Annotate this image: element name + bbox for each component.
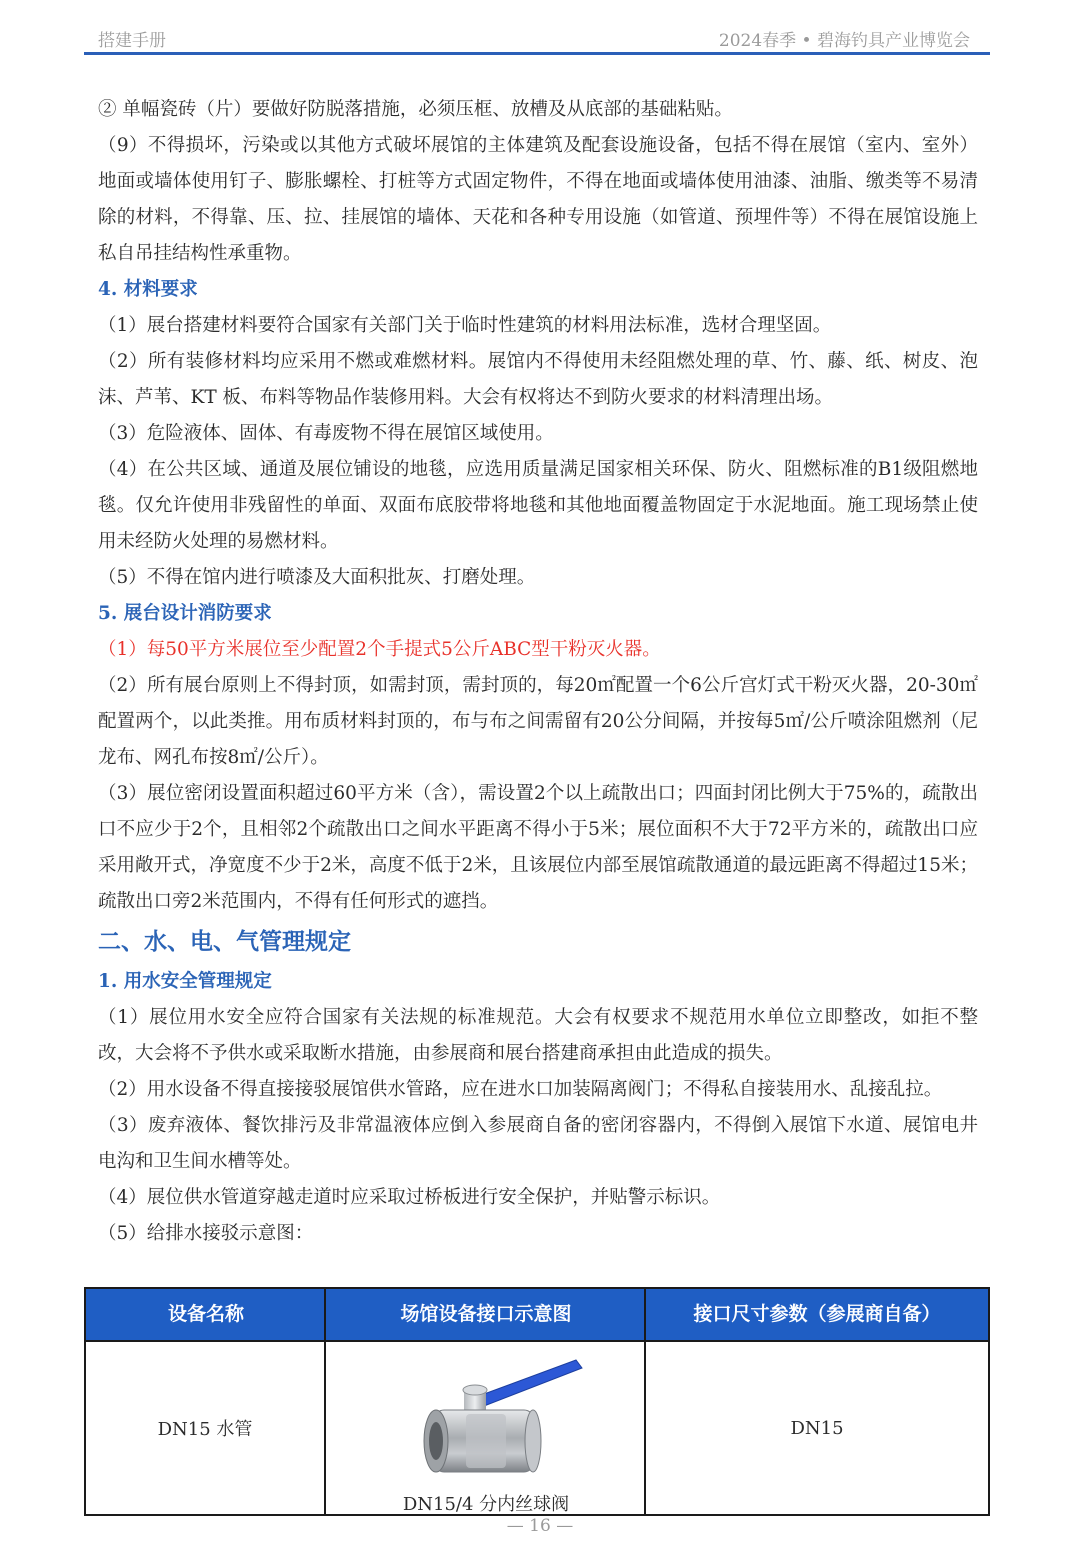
section-heading: 1. 用水安全管理规定 <box>98 971 272 992</box>
header-divider <box>84 52 990 55</box>
paragraph: （2）所有装修材料均应采用不燃或难燃材料。展馆内不得使用未经阻燃处理的草、竹、藤、纸、树皮、泡沫、芦苇、KT 板、布料等物品作装修用料。大会有权将达不到防火要求的材料清理出场。 <box>98 351 978 408</box>
paragraph: （4）在公共区域、通道及展位铺设的地毯，应选用质量满足国家相关环保、防火、阻燃标准的B1级阻燃地毯。仅允许使用非残留性的单面、双面布底胶带将地毯和其他地面覆盖物固定于水泥地面。施工现场禁止使用未经防火处理的易燃材料。 <box>98 459 978 552</box>
paragraph: （2）用水设备不得直接接驳展馆供水管路，应在进水口加装隔离阀门；不得私自接装用水、乱接乱拉。 <box>98 1079 943 1100</box>
table-header-cell: 接口尺寸参数（参展商自备） <box>693 1303 941 1325</box>
page-number: — 16 — <box>506 1516 574 1536</box>
paragraph: （5）给排水接驳示意图： <box>98 1223 314 1244</box>
paragraph: （9）不得损坏，污染或以其他方式破坏展馆的主体建筑及配套设施设备，包括不得在展馆（室内、室外）地面或墙体使用钉子、膨胀螺栓、打桩等方式固定物件，不得在地面或墙体使用油漆、油脂、缴类等不易清除的材料，不得靠、压、拉、挂展馆的墙体、天花和各种专用设施（如管道、预埋件等）不得在展馆设施上私自吊挂结构性承重物。 <box>98 135 978 264</box>
header-event-title: 2024春季 • 碧海钓具产业博览会 <box>718 31 970 51</box>
document-body <box>98 92 978 1252</box>
warning-paragraph: （1）每50平方米展位至少配置2个手提式5公斤ABC型干粉灭火器。 <box>98 639 661 660</box>
header-manual-title: 搭建手册 <box>98 31 166 51</box>
plumbing-connection-table <box>84 1287 990 1516</box>
table-header-cell: 场馆设备接口示意图 <box>400 1303 572 1325</box>
chapter-heading: 二、水、电、气管理规定 <box>98 928 351 955</box>
paragraph: （1）展位用水安全应符合国家有关法规的标准规范。大会有权要求不规范用水单位立即整改，如拒不整改，大会将不予供水或采取断水措施，由参展商和展台搭建商承担由此造成的损失。 <box>98 1007 978 1064</box>
paragraph: （3）废弃液体、餐饮排污及非常温液体应倒入参展商自备的密闭容器内，不得倒入展馆下水道、展馆电井电沟和卫生间水槽等处。 <box>98 1115 978 1172</box>
paragraph: （1）展台搭建材料要符合国家有关部门关于临时性建筑的材料用法标准，选材合理坚固。 <box>98 315 832 336</box>
table-header-cell: 设备名称 <box>167 1303 244 1325</box>
paragraph: （4）展位供水管道穿越走道时应采取过桥板进行安全保护，并贴警示标识。 <box>98 1187 721 1208</box>
paragraph: （2）所有展台原则上不得封顶，如需封顶，需封顶的，每20㎡配置一个6公斤宫灯式干粉灭火器，20-30㎡配置两个，以此类推。用布质材料封顶的，布与布之间需留有20公分间隔，并按每5㎡/公斤喷涂阻燃剂（尼龙布、网孔布按8㎡/公斤）。 <box>98 675 978 768</box>
valve-caption: DN15/4 分内丝球阀 <box>402 1494 570 1515</box>
paragraph: （3）展位密闭设置面积超过60平方米（含），需设置2个以上疏散出口；四面封闭比例大于75%的，疏散出口不应少于2个，且相邻2个疏散出口之间水平距离不得小于5米；展位面积不大于72平方米的，疏散出口应采用敞开式，净宽度不少于2米，高度不低于2米，且该展位内部至展馆疏散通道的最远距离不得超过15米；疏散出口旁2米范围内，不得有任何形式的遮挡。 <box>98 783 978 912</box>
table-header-row <box>86 1289 988 1340</box>
table-cell-interface-size: DN15 <box>790 1417 844 1439</box>
page-header <box>84 22 990 52</box>
ball-valve-icon <box>326 1342 646 1492</box>
table-cell-device-name: DN15 水管 <box>157 1419 253 1440</box>
table-cell-interface-image <box>326 1342 646 1514</box>
paragraph: ② 单幅瓷砖（片）要做好防脱落措施，必须压框、放槽及从底部的基础粘贴。 <box>98 99 733 120</box>
section-heading: 5. 展台设计消防要求 <box>98 603 272 624</box>
section-heading: 4. 材料要求 <box>98 279 198 300</box>
paragraph: （5）不得在馆内进行喷漆及大面积批灰、打磨处理。 <box>98 567 536 588</box>
paragraph: （3）危险液体、固体、有毒废物不得在展馆区域使用。 <box>98 423 554 444</box>
